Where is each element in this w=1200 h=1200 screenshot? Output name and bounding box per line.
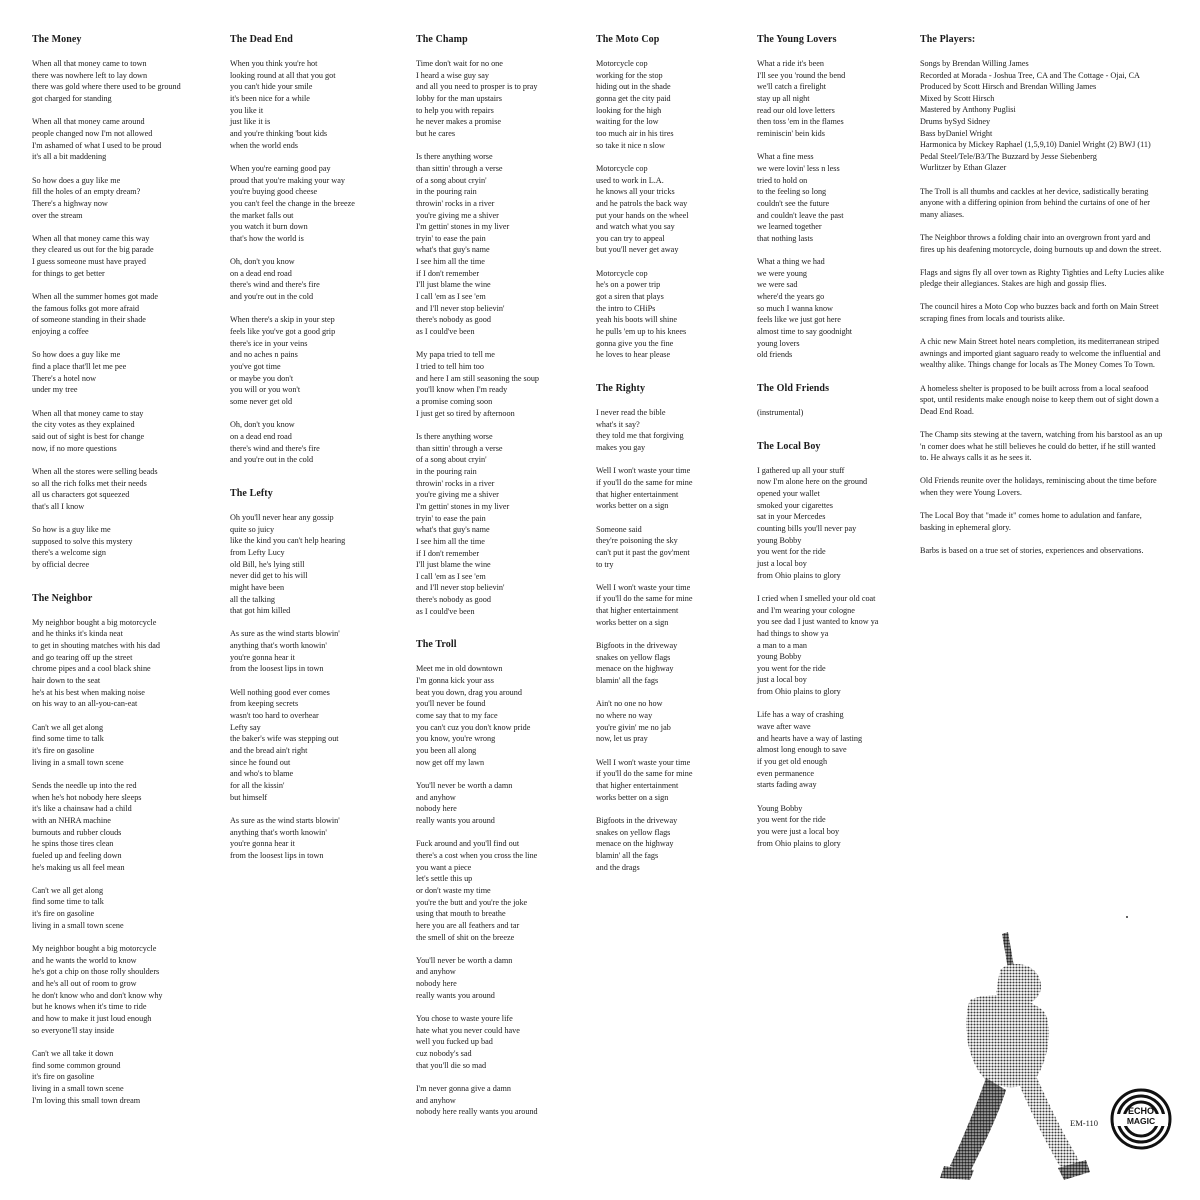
- lyric-stanza: Sends the needle up into the red when he's hot nobody here sleeps it's like a chainsaw had a child with an NHRA machine burnouts and rubber clouds he spins those tires clean fueled up and feeling down he's making us all feel mean: [32, 780, 142, 872]
- lyric-stanza: Oh, don't you know on a dead end road there's wind and there's fire and you're out in the cold: [230, 420, 320, 465]
- lyric-stanza: Someone said they're poisoning the sky can't put it past the gov'ment to try: [596, 524, 690, 569]
- liner-note-paragraph: The Neighbor throws a folding chair into an overgrown front yard and fires up his deafening motorcycle, doing burnouts up and down the street.: [920, 232, 1162, 254]
- lyric-stanza: When all that money came this way they cleared us out for the big parade I guess someone must have prayed for things to get better: [32, 233, 154, 278]
- song-the-money: [32, 34, 212, 571]
- lyric-stanza: Can't we all take it down find some common ground it's fire on gasoline living in a small town scene I'm loving this small town dream: [32, 1048, 141, 1105]
- lyric-stanza: Well I won't waste your time if you'll do the same for mine that higher entertainment works better on a sign: [596, 757, 693, 802]
- lyric-stanza: Young Bobby you went for the ride you were just a local boy from Ohio plains to glory: [757, 803, 841, 848]
- song-title: The Lefty: [230, 487, 273, 499]
- lyric-stanza: Motorcycle cop he's on a power trip got a siren that plays the intro to CHiPs yeah his boots will shine he pulls 'em up to his knees gonna give you the fine he loves to hear please: [596, 268, 687, 360]
- song-title: The Champ: [416, 34, 468, 45]
- lyric-stanza: Can't we all get along find some time to talk it's fire on gasoline living in a small town scene: [32, 722, 124, 767]
- lyric-stanza: What a thing we had we were young we were sad where'd the years go so much I wanna know feels like we just got here almost time to say goodnight young lovers old friends: [757, 257, 853, 360]
- lyric-stanza: I never read the bible what's it say? they told me that forgiving makes you gay: [596, 408, 684, 452]
- song-the-troll: [416, 639, 586, 1118]
- lyric-stanza: When all the stores were selling beads so all the rich folks met their needs all us characters got squeezed that's all I know: [32, 466, 158, 511]
- batter-illustration-icon: [940, 930, 1090, 1190]
- song-title: The Old Friends: [757, 383, 830, 395]
- lyric-stanza: My papa tried to tell me I tried to tell him too and here I am still seasoning the soup you'll know when I'm ready a promise coming soon I just get so tired by afternoon: [416, 350, 540, 418]
- lyric-stanza: My neighbor bought a big motorcycle and he thinks it's kinda neat to get in shouting matches with his dad and go tearing off up the street chrome pipes and a cool black shine hair down to the seat he's at his best when making noise on his way to an all-you-can-eat: [32, 617, 161, 709]
- song-the-righty: [596, 383, 746, 873]
- liner-note-paragraph: The Troll is all thumbs and cackles at her device, sadistically berating anyone with a differing opinion from behind the curtains of one of her many aliases.: [920, 186, 1150, 219]
- song-the-old-friends: [757, 383, 907, 419]
- lyric-stanza: When all the summer homes got made the famous folks got more afraid of someone standing in their shade enjoying a coffee: [32, 292, 158, 337]
- lyric-stanza: As sure as the wind starts blowin' anything that's worth knowin' you're gonna hear it from the loosest lips in town: [230, 815, 340, 860]
- lyric-stanza: Ain't no one no how no where no way you're givin' me no jab now, let us pray: [596, 699, 671, 744]
- song-title: The Dead End: [230, 34, 293, 45]
- song-title: The Troll: [416, 639, 457, 651]
- liner-note-paragraph: The Champ sits stewing at the tavern, watching from his barstool as an up 'n comer does what he still believes he could do better, if he still wanted to. He always calls it as he sees it.: [920, 430, 1163, 463]
- song-lyrics: [32, 58, 212, 571]
- column-5: [757, 34, 907, 871]
- lyric-stanza: Life has a way of crashing wave after wave and hearts have a way of lasting almost long enough to save if you get old enough even permanence starts fading away: [757, 710, 863, 790]
- song-title: The Young Lovers: [757, 34, 837, 45]
- lyric-stanza: What a ride it's been I'll see you 'round the bend we'll catch a firelight stay up all night read our old love letters then toss 'em in the flames reminiscin' bein kids: [757, 59, 846, 138]
- lyric-stanza: Is there anything worse than sittin' through a verse of a song about cryin' in the pouring rain throwin' rocks in a river you're giving me a shiver I'm gettin' stones in my liver tryin' to ease the pain what's that guy's name I see him all the time if I don't remember I'll just blame the wine I call 'em as I see 'em and I'll never stop believin' there's nobody as good as I could've been: [416, 152, 510, 337]
- lyric-stanza: Motorcycle cop used to work in L.A. he knows all your tricks and he patrols the back way put your hands on the wheel and watch what you say you can try to appeal but you'll never get away: [596, 163, 689, 255]
- song-lyrics: [416, 663, 586, 1118]
- lyric-stanza: I gathered up all your stuff now I'm alone here on the ground opened your wallet smoked your cigarettes sat in your Mercedes counting bills you'll never pay young Bobby you went for the ride just a local boy from Ohio plains to glory: [757, 465, 868, 580]
- song-the-dead-end: [230, 34, 405, 466]
- liner-notes: [920, 186, 1165, 557]
- song-title: The Local Boy: [757, 440, 821, 452]
- lyric-stanza: When all that money came to town there was nowhere left to lay down there was gold where there used to be ground got charged for standing: [32, 59, 181, 103]
- lyric-stanza: When all that money came to stay the city votes as they explained said out of sight is best for change now, if no more questions: [32, 408, 145, 453]
- lyric-stanza: Well I won't waste your time if you'll do the same for mine that higher entertainment works better on a sign: [596, 466, 693, 511]
- song-lyrics: [757, 58, 907, 361]
- column-3: [416, 34, 586, 1140]
- song-the-lefty: [230, 488, 405, 862]
- song-lyrics: [596, 58, 746, 361]
- liner-note-paragraph: The council hires a Moto Cop who buzzes back and forth on Main Street scraping fines from locals and tourists alike.: [920, 302, 1159, 324]
- column-4: [596, 34, 746, 895]
- catalog-number: EM-110: [1070, 1118, 1099, 1128]
- lyric-stanza: You'll never be worth a damn and anyhow nobody here really wants you around: [416, 955, 513, 1000]
- song-lyrics: [416, 58, 586, 617]
- lyric-stanza: What a fine mess we were lovin' less n less tried to hold on to the feeling so long couldn't see the future and couldn't leave the past we learned together that nothing lasts: [757, 152, 844, 243]
- lyric-stanza: Oh you'll never hear any gossip quite so juicy like the kind you can't help hearing from Lefty Lucy old Bill, he's lying still never did get to his will might have been all the talking that got him killed: [230, 512, 346, 616]
- lyric-stanza: I cried when I smelled your old coat and I'm wearing your cologne you see dad I just wanted to know ya had things to show ya a man to a man young Bobby you went for the ride just a local boy from Ohio plains to glory: [757, 593, 879, 697]
- liner-note-paragraph: The Local Boy that "made it" comes home to adulation and fanfare, basking in ephemeral glory.: [920, 511, 1142, 532]
- lyric-stanza: You chose to waste youre life hate what you never could have well you fucked up bad cuz nobody's sad that you'll die so mad: [416, 1014, 520, 1070]
- players-credits: Songs by Brendan Willing James Recorded at Morada - Joshua Tree, CA and The Cottage - Ojai, CA Produced by Scott Hirsch and Brendan Willing James Mixed by Scott Hirsch Mastered by Anthony Puglisi Drums bySyd Sidney Bass byDaniel Wright Harmonica by Mickey Raphael (1,5,9,10) Daniel Wright (2) BWJ (11) Pedal Steel/Tele/B3/The Buzzard by Jesse Siebenberg Wurlitzer by Ethan Glazer: [920, 59, 1151, 173]
- song-title: The Righty: [596, 383, 646, 395]
- lyric-stanza: When all that money came around people changed now I'm not allowed I'm ashamed of what I used to be proud it's all a bit maddening: [32, 117, 162, 162]
- song-lyrics: [596, 407, 746, 873]
- column-1: [32, 34, 212, 1128]
- song-the-neighbor: [32, 593, 212, 1106]
- lyric-stanza: I'm never gonna give a damn and anyhow nobody here really wants you around: [416, 1084, 538, 1117]
- lyric-stanza: My neighbor bought a big motorcycle and he wants the world to know he's got a chip on those rolly shoulders and he's all out of room to grow he don't know who and don't know why but he knows when it's time to ride and how to make it just loud enough so everyone'll stay inside: [32, 944, 163, 1035]
- lyric-stanza: As sure as the wind starts blowin' anything that's worth knowin' you're gonna hear it from the loosest lips in town: [230, 629, 340, 674]
- lyric-stanza: (instrumental): [757, 408, 804, 418]
- song-lyrics: [230, 58, 405, 466]
- lyric-stanza: Well I won't waste your time if you'll do the same for mine that higher entertainment works better on a sign: [596, 582, 693, 627]
- lyric-stanza: Fuck around and you'll find out there's a cost when you cross the line you want a piece let's settle this up or don't waste my time you're the butt and you're the joke using that mouth to breathe here you are all feathers and tar the smell of shit on the breeze: [416, 839, 538, 942]
- lyric-stanza: So how does a guy like me fill the holes of an empty dream? There's a highway now over the stream: [32, 175, 141, 220]
- lyric-stanza: Bigfoots in the driveway snakes on yellow flags menace on the highway blamin' all the fags: [596, 641, 678, 686]
- song-title: The Moto Cop: [596, 34, 660, 45]
- song-title: The Money: [32, 34, 82, 45]
- song-the-moto-cop: [596, 34, 746, 361]
- lyric-stanza: Time don't wait for no one I heard a wise guy say and all you need to prosper is to pray lobby for the man upstairs to help you with repairs he never makes a promise but he cares: [416, 59, 538, 138]
- ink-speck: [1126, 916, 1128, 918]
- logo-line-2: MAGIC: [1126, 1116, 1156, 1126]
- song-lyrics: [757, 465, 907, 850]
- column-players: [920, 34, 1165, 568]
- lyric-stanza: Motorcycle cop working for the stop hiding out in the shade gonna get the city paid looking for the high waiting for the low too much air in his tires so take it nice n slow: [596, 59, 674, 150]
- song-lyrics: [32, 617, 212, 1106]
- lyric-stanza: When there's a skip in your step feels like you've got a good grip there's ice in your veins and no aches n pains you've got time or maybe you don't you will or you won't some never get old: [230, 315, 336, 406]
- lyric-stanza: Is there anything worse than sittin' through a verse of a song about cryin' in the pouring rain throwin' rocks in a river you're giving me a shiver I'm gettin' stones in my liver tryin' to ease the pain what's that guy's name I see him all the time if I don't remember I'll just blame the wine I call 'em as I see 'em and I'll never stop believin' there's nobody as good as I could've been: [416, 431, 510, 616]
- liner-note-paragraph: A homeless shelter is proposed to be built across from a local seafood spot, until residents make enough noise to keep them out of sight down a Dead End Road.: [920, 383, 1159, 416]
- players-title: The Players:: [920, 34, 976, 45]
- song-the-local-boy: [757, 441, 907, 850]
- logo-line-1: ECHO: [1127, 1106, 1155, 1116]
- song-the-young-lovers: [757, 34, 907, 361]
- liner-note-paragraph: Barbs is based on a true set of stories, experiences and observations.: [920, 545, 1144, 555]
- liner-note-paragraph: A chic new Main Street hotel nears completion, its mediterranean striped awnings and imported giant saguaro ready to welcome the influential and wealthy alike. Things change for locals as The Money Comes To Town.: [920, 337, 1161, 370]
- lyric-stanza: Well nothing good ever comes from keeping secrets wasn't too hard to overhear Lefty say the baker's wife was stepping out and the bread ain't right since he found out and who's to blame for all the kissin' but himself: [230, 687, 339, 802]
- song-title: The Neighbor: [32, 592, 93, 604]
- lyric-stanza: When you think you're hot looking round at all that you got you can't hide your smile it's been nice for a while you like it just like it is and you're thinking 'bout kids when the world ends: [230, 59, 336, 150]
- echo-magic-logo-icon: [1110, 1088, 1172, 1150]
- column-2: [230, 34, 405, 884]
- lyric-stanza: Oh, don't you know on a dead end road there's wind and there's fire and you're out in the cold: [230, 257, 320, 302]
- song-lyrics: [757, 407, 907, 419]
- lyric-stanza: When you're earning good pay proud that you're making your way you're buying good cheese you can't feel the change in the breeze the market falls out you watch it burn down that's how the world is: [230, 163, 355, 243]
- lyric-stanza: You'll never be worth a damn and anyhow nobody here really wants you around: [416, 781, 513, 825]
- song-the-champ: [416, 34, 586, 617]
- lyric-stanza: So how does a guy like me find a place that'll let me pee There's a hotel now under my tree: [32, 350, 127, 395]
- lyric-stanza: Can't we all get along find some time to talk it's fire on gasoline living in a small town scene: [32, 885, 124, 930]
- lyric-stanza: Meet me in old downtown I'm gonna kick your ass beat you down, drag you around you'll never be found come say that to my face you can't cuz you don't know pride you know, you're wrong you been all along now get off my lawn: [416, 664, 531, 767]
- song-lyrics: [230, 512, 405, 862]
- lyric-stanza: So how is a guy like me supposed to solve this mystery there's a welcome sign by official decree: [32, 525, 133, 570]
- liner-note-paragraph: Flags and signs fly all over town as Righty Tighties and Lefty Lucies alike pledge their allegiances. Stakes are high and gossip flies.: [920, 267, 1165, 289]
- liner-note-paragraph: Old Friends reunite over the holidays, reminiscing about the time before when they were Young Lovers.: [920, 476, 1157, 497]
- lyric-stanza: Bigfoots in the driveway snakes on yellow flags menace on the highway blamin' all the fags and the drags: [596, 815, 678, 872]
